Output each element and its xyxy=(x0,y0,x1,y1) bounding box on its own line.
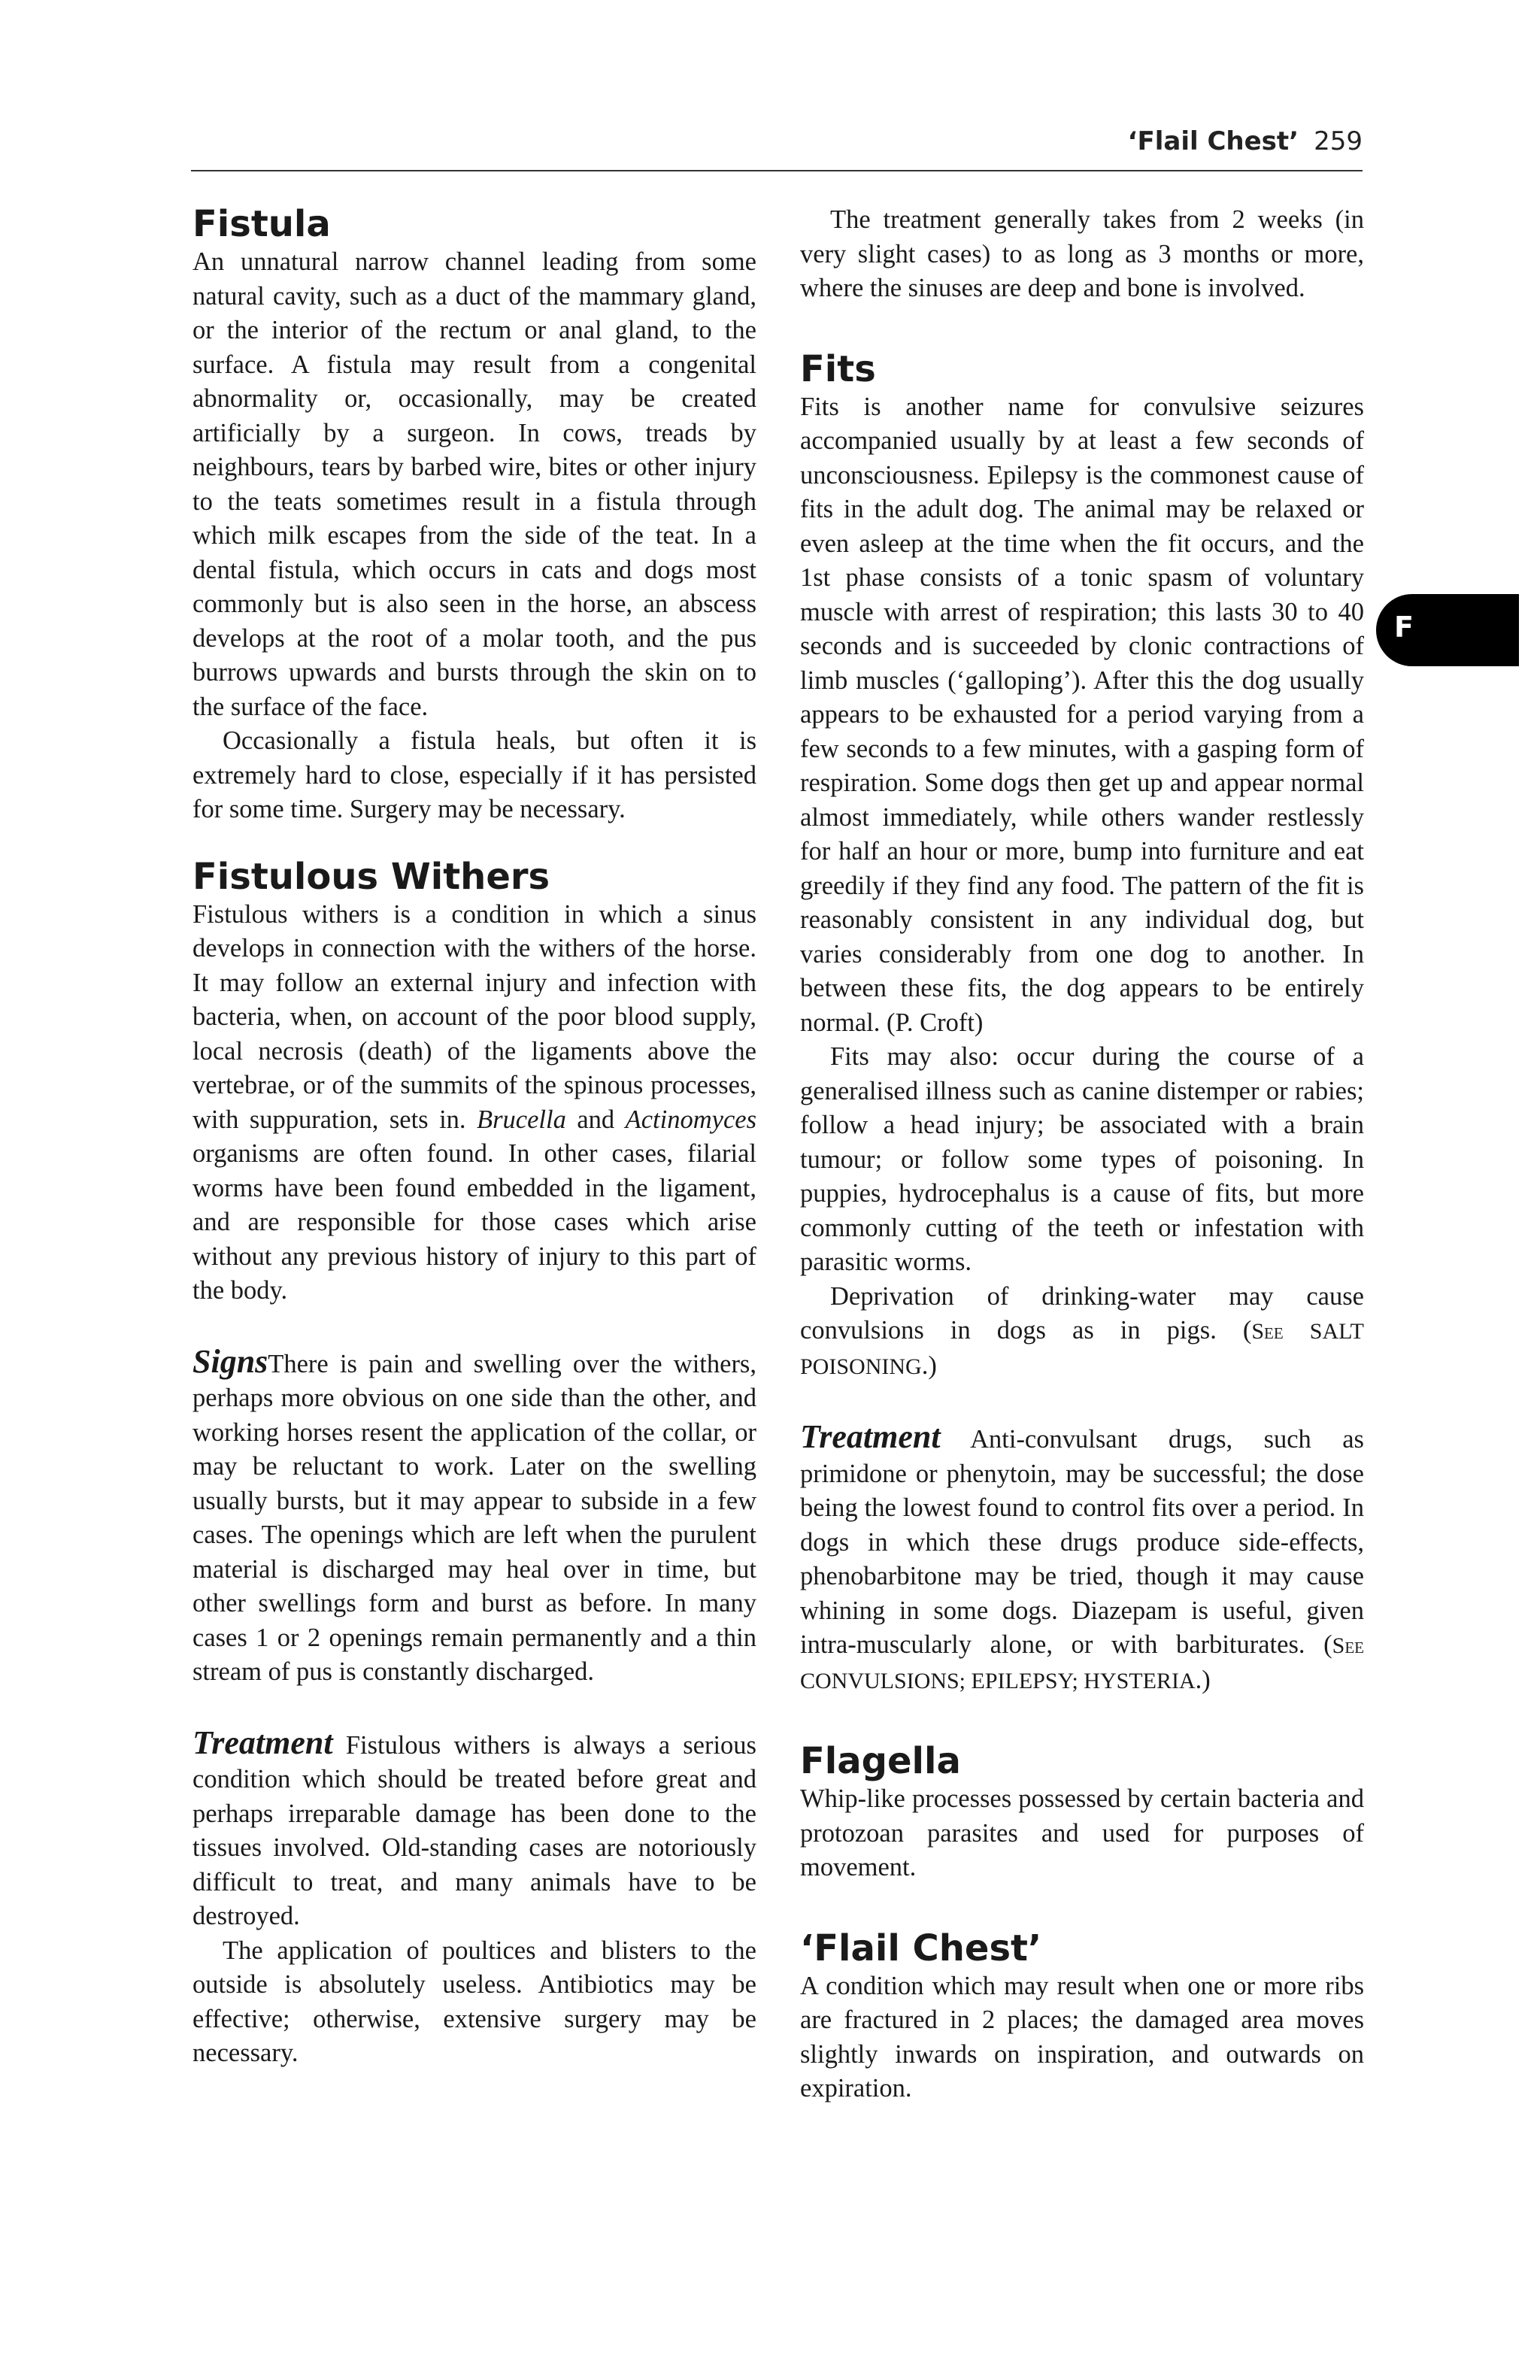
thumb-index-letter: F xyxy=(1394,611,1414,644)
right-column xyxy=(800,203,1364,2106)
entry-heading-flail-chest: ‘Flail Chest’ xyxy=(800,1927,1042,1969)
fits-paragraph-2: Fits may also: occur during the course of a generalised illness such as canine distemper or rabies; follow a head injury; be associated with a brain tumour; or follow some types of poisoning. In puppies, hydrocephalus is a cause of fits, but more commonly cutting of the teeth or infestation with parasitic worms. xyxy=(800,1042,1364,1276)
fits-paragraph-1: Fits is another name for convulsive seizures accompanied usually by at least a few seconds of unconsciousness. Epilepsy is the commonest cause of fits in the adult dog. The animal may be relaxed or even asleep at the time when the fit occurs, and the 1st phase consists of a tonic spasm of voluntary muscle with arrest of respiration; this lasts 30 to 40 seconds and is succeeded by clonic contractions of limb muscles (‘galloping’). After this the dog usually appears to be exhausted for a period varying from a few seconds to a few minutes, with a gasping form of respiration. Some dogs then get up and appear normal almost immediately, while others wander restlessly for half an hour or more, bump into furniture and eat greedily if they find any food. The pattern of the fit is reasonably consistent in any individual dog, but varies considerably from one dog to another. In between these fits, the dog appears to be entirely normal. (P. Croft) xyxy=(800,392,1364,1037)
running-head xyxy=(1128,126,1363,156)
flagella-paragraph: Whip-like processes possessed by certain bacteria and protozoan parasites and used for purposes of movement. xyxy=(800,1784,1364,1881)
flail-chest-paragraph: A condition which may result when one or more ribs are fractured in 2 places; the damaged area moves slightly inwards on inspiration, and outwards on expiration. xyxy=(800,1971,1364,2103)
thumb-index-tab xyxy=(1376,594,1519,666)
withers-paragraph-last: The application of poultices and blisters to the outside is absolutely useless. Antibiotics may be effective; otherwise, extensive surgery may be necessary. xyxy=(192,1936,756,2067)
entry-heading-fits: Fits xyxy=(800,347,876,390)
fistula-paragraph-2: Occasionally a fistula heals, but often it is extremely hard to close, especially if it has persisted for some time. Surgery may be necessary. xyxy=(192,726,756,823)
cross-reference: SALT POISONING xyxy=(800,1319,1365,1379)
entry-heading-fistula: Fistula xyxy=(192,203,331,245)
genus-actinomyces: Actinomyces xyxy=(625,1105,756,1134)
cross-reference: CONVULSIONS; EPILEPSY; HYSTERIA xyxy=(800,1668,1196,1693)
withers-treatment-paragraph: Treatment Fistulous withers is always a serious condition which should be treated before great and perhaps irreparable damage has been done to the tissues involved. Old-standing cases are notoriously difficult to treat, and many animals have to be destroyed. xyxy=(192,1724,756,1930)
entry-heading-flagella: Flagella xyxy=(800,1740,961,1782)
left-column xyxy=(192,203,756,2071)
fits-treatment-paragraph: Treatment Anti-convulsant drugs, such as primidone or phenytoin, may be successful; the dose being the lowest found to control fits over a period. In dogs in which these drugs produce side-effects, phenobarbitone may be tried, though it may cause whining in some dogs. Diazepam is useful, given intra-muscularly alone, or with barbiturates. (See CONVULSIONS; EPILEPSY; HYSTERIA.) xyxy=(800,1418,1364,1694)
withers-paragraph-1: Fistulous withers is a condition in which a sinus develops in connection with the withers of the horse. It may follow an external injury and infection with bacteria, when, on account of the poor blood supply, local necrosis (death) of the ligaments above the vertebrae, or of the summits of the spinous processes, with suppuration, sets in. Brucella and Actinomyces organisms are often found. In other cases, filarial worms have been found embedded in the ligament, and are responsible for those cases which arise without any previous history of injury to this part of the body. xyxy=(192,899,756,1305)
fistula-paragraph-1: An unnatural narrow channel leading from some natural cavity, such as a duct of the mammary gland, or the interior of the rectum or anal gland, to the surface. A fistula may result from a congenital abnormality or, occasionally, may be created artificially by a surgeon. In cows, treads by neighbours, tears by barbed wire, bites or other injury to the teats sometimes result in a fistula through which milk escapes from the side of the teat. In a dental fistula, which occurs in cats and dogs most commonly but is also seen in the horse, an abscess develops at the root of a molar tooth, and the pus burrows upwards and bursts through the skin on to the surface of the face. xyxy=(192,247,756,721)
withers-signs-paragraph: SignsThere is pain and swelling over the withers, perhaps more obvious on one side than the other, and working horses resent the application of the collar, or may be reluctant to work. Later on the swelling usually bursts, but it may appear to subside in a few cases. The openings which are left when the purulent material is discharged may heal over in time, but other swellings form and burst as before. In many cases 1 or 2 openings remain permanently and a thin stream of pus is constantly discharged. xyxy=(192,1342,756,1686)
treatment-subheading: Treatment xyxy=(192,1724,333,1761)
treatment-subheading: Treatment xyxy=(800,1418,941,1455)
fits-paragraph-3: Deprivation of drinking-water may cause convulsions in dogs as in pigs. (See SALT POISONING.) xyxy=(800,1281,1365,1380)
withers-continued-paragraph: The treatment generally takes from 2 weeks (in very slight cases) to as long as 3 months or more, where the sinuses are deep and bone is involved. xyxy=(800,205,1364,302)
genus-brucella: Brucella xyxy=(477,1105,566,1134)
header-rule xyxy=(191,170,1363,171)
page-number: 259 xyxy=(1314,126,1363,156)
entry-heading-fistulous-withers: Fistulous Withers xyxy=(192,855,550,898)
running-title: ‘Flail Chest’ xyxy=(1127,126,1299,156)
signs-subheading: Signs xyxy=(192,1342,268,1380)
